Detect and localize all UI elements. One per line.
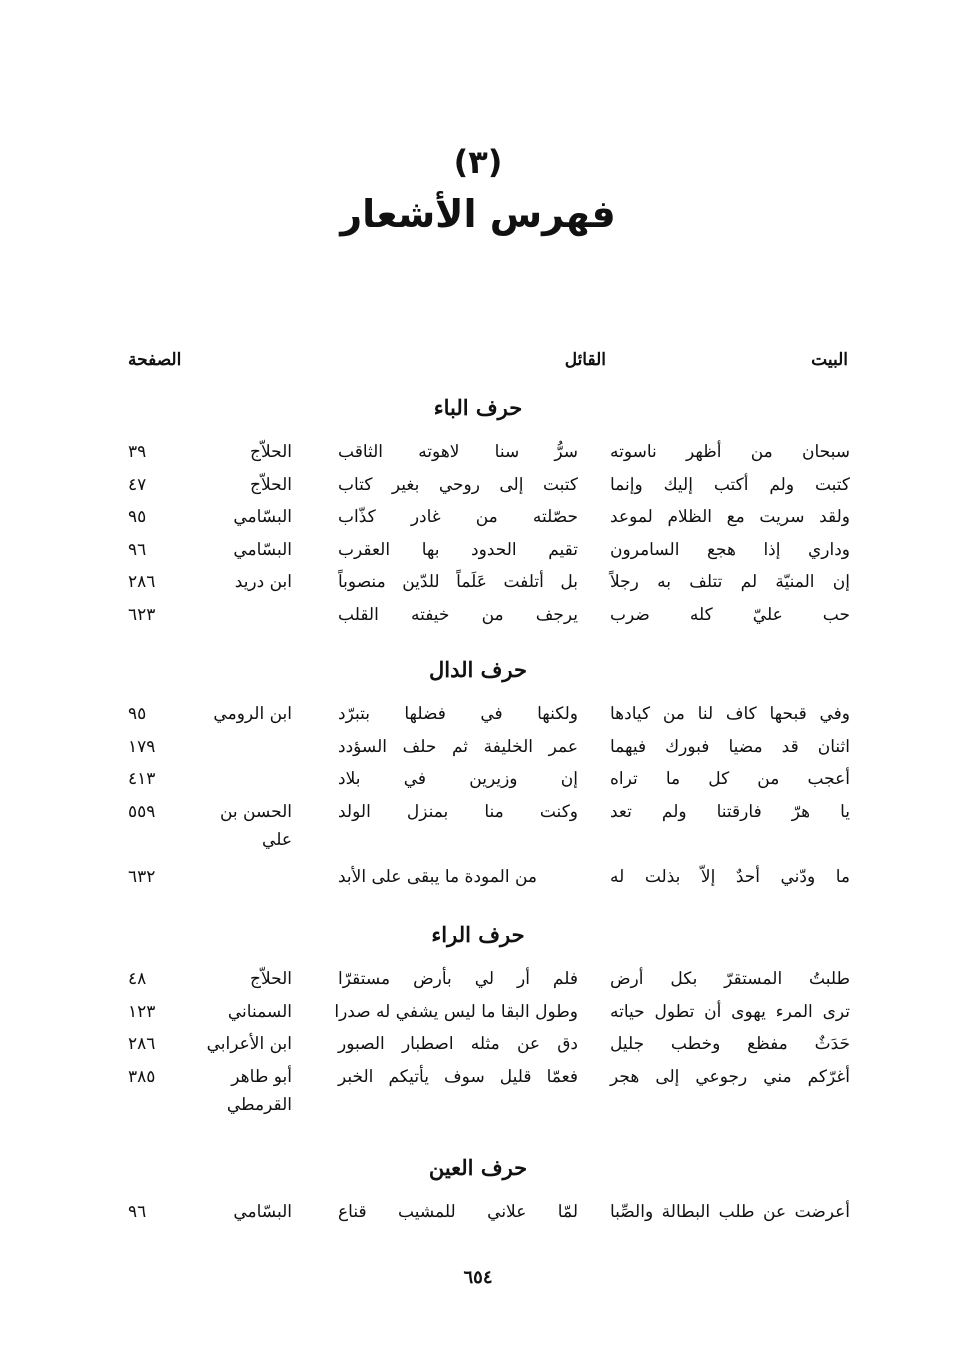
index-row xyxy=(100,503,860,531)
verse-second-hemistich: كتبت إلى روحي بغير كتاب xyxy=(338,474,578,495)
poet-name: البسّامي xyxy=(233,539,292,560)
verse-first-hemistich: وفي قبحها كاف لنا من كيادها xyxy=(610,704,850,724)
header-page: الصفحة xyxy=(128,350,182,370)
verse-first-hemistich: حب عليّ كله ضرب xyxy=(610,604,850,625)
verse-first-hemistich: ما ودّني أحدٌ إلاّ بذلت له xyxy=(610,866,850,887)
header-verse: البيت xyxy=(811,350,848,370)
verse-first-hemistich: يا هرّ فارقتنا ولم تعد xyxy=(610,801,850,822)
page-title: فهرس الأشعار xyxy=(340,192,616,236)
section-letter-heading: حرف الباء xyxy=(433,395,523,420)
poet-name: الحلاّج xyxy=(250,442,292,462)
page-number-ref: ٣٨٥ xyxy=(128,1066,156,1087)
page-number-ref: ٢٨٦ xyxy=(128,572,156,592)
verse-first-hemistich: ولقد سريت مع الظلام لموعد xyxy=(610,507,850,527)
verse-second-hemistich: وكنت منا بمنزل الولد xyxy=(338,801,578,822)
index-number: (٣) xyxy=(453,143,503,181)
verse-second-hemistich: وطول البقا ما ليس يشفي له صدرا xyxy=(334,1001,578,1022)
verse-first-hemistich: حَدَثٌ مفظع وخطب جليل xyxy=(610,1034,850,1054)
section-letter-heading: حرف الدال xyxy=(429,657,527,682)
page-number-ref: ٥٥٩ xyxy=(128,801,156,822)
verse-first-hemistich: أعرضت عن طلب البطالة والصِّبا xyxy=(610,1202,850,1222)
verse-first-hemistich: أعجب من كل ما تراه xyxy=(610,769,850,789)
index-row xyxy=(100,998,860,1026)
verse-second-hemistich: لمّا علاني للمشيب قناع xyxy=(338,1202,578,1222)
index-row xyxy=(100,1063,860,1115)
poet-name: السمناني xyxy=(227,1001,292,1022)
poet-name: ابن الأعرابي xyxy=(206,1034,292,1054)
page-number-ref: ٦٣٢ xyxy=(128,866,156,887)
page-number-ref: ٢٨٦ xyxy=(128,1034,156,1054)
verse-second-hemistich: دق عن مثله اصطبار الصبور xyxy=(338,1034,578,1054)
verse-second-hemistich: عمر الخليفة ثم حلف السؤدد xyxy=(338,736,578,757)
poet-name: الحسن بن xyxy=(219,801,292,822)
poet-name: البسّامي xyxy=(233,507,292,527)
index-row xyxy=(100,765,860,793)
poet-name: الحلاّج xyxy=(250,474,292,495)
index-row xyxy=(100,1030,860,1058)
page-number-ref: ٩٥ xyxy=(128,704,147,724)
poet-name: ابن دريد xyxy=(234,572,292,592)
page-number-ref: ١٧٩ xyxy=(128,736,156,757)
page-number-ref: ٦٢٣ xyxy=(128,604,156,625)
index-row xyxy=(100,733,860,761)
poet-name: أبو طاهر xyxy=(231,1066,292,1087)
index-row xyxy=(100,601,860,629)
verse-first-hemistich: سبحان من أظهر ناسوته xyxy=(610,442,850,462)
verse-second-hemistich: فعمّا قليل سوف يأتيكم الخبر xyxy=(338,1066,578,1087)
verse-first-hemistich: كتبت ولم أكتب إليك وإنما xyxy=(610,474,850,495)
page-number-ref: ٣٩ xyxy=(128,442,147,462)
index-row xyxy=(100,965,860,993)
verse-second-hemistich: من المودة ما يبقى على الأبد xyxy=(338,866,537,887)
verse-second-hemistich: حصّلته من غادر كذّاب xyxy=(338,507,578,527)
index-row xyxy=(100,438,860,466)
header-poet: القائل xyxy=(564,350,606,370)
verse-second-hemistich: يرجف من خيفته القلب xyxy=(338,604,578,625)
verse-first-hemistich: اثنان قد مضيا فبورك فيهما xyxy=(610,736,850,757)
verse-first-hemistich: ترى المرء يهوى أن تطول حياته xyxy=(610,1001,850,1022)
index-row xyxy=(100,471,860,499)
page-number-ref: ٤٨ xyxy=(128,969,147,989)
page-number-ref: ٤١٣ xyxy=(128,769,156,789)
index-row xyxy=(100,700,860,728)
verse-second-hemistich: سرُّ سنا لاهوته الثاقب xyxy=(338,442,578,462)
index-row xyxy=(100,863,860,891)
index-row xyxy=(100,798,860,850)
verse-first-hemistich: إن المنيّة لم تتلف به رجلاً xyxy=(610,572,850,592)
section-letter-heading: حرف الراء xyxy=(431,922,525,947)
poet-name-continued: القرمطي xyxy=(226,1094,292,1115)
verse-second-hemistich: ولكنها في فضلها بتبرّد xyxy=(338,704,578,724)
verse-second-hemistich: بل أتلفت عَلَماً للدّين منصوباً xyxy=(338,572,578,592)
poet-name: الحلاّج xyxy=(250,969,292,989)
verse-second-hemistich: فلم أر لي بأرض مستقرّا xyxy=(338,969,578,989)
verse-first-hemistich: أغرّكم مني رجوعي إلى هجر xyxy=(610,1066,850,1087)
page-number-ref: ٤٧ xyxy=(128,474,147,495)
page-number-ref: ٩٥ xyxy=(128,507,147,527)
poet-name: ابن الرومي xyxy=(213,704,292,724)
verse-first-hemistich: وداري إذا هجع السامرون xyxy=(610,539,850,560)
verse-second-hemistich: تقيم الحدود بها العقرب xyxy=(338,539,578,560)
page-number-ref: ٩٦ xyxy=(128,539,147,560)
page-number-ref: ١٢٣ xyxy=(128,1001,156,1022)
verse-first-hemistich: طلبتُ المستقرّ بكل أرض xyxy=(610,969,850,989)
index-row xyxy=(100,568,860,596)
poet-name: البسّامي xyxy=(233,1202,292,1222)
section-letter-heading: حرف العين xyxy=(428,1155,528,1180)
poet-name-continued: علي xyxy=(262,829,292,850)
verse-second-hemistich: إن وزيرين في بلاد xyxy=(338,769,578,789)
page-number: ٦٥٤ xyxy=(463,1267,493,1288)
index-row xyxy=(100,536,860,564)
page-number-ref: ٩٦ xyxy=(128,1202,147,1222)
index-row xyxy=(100,1198,860,1226)
